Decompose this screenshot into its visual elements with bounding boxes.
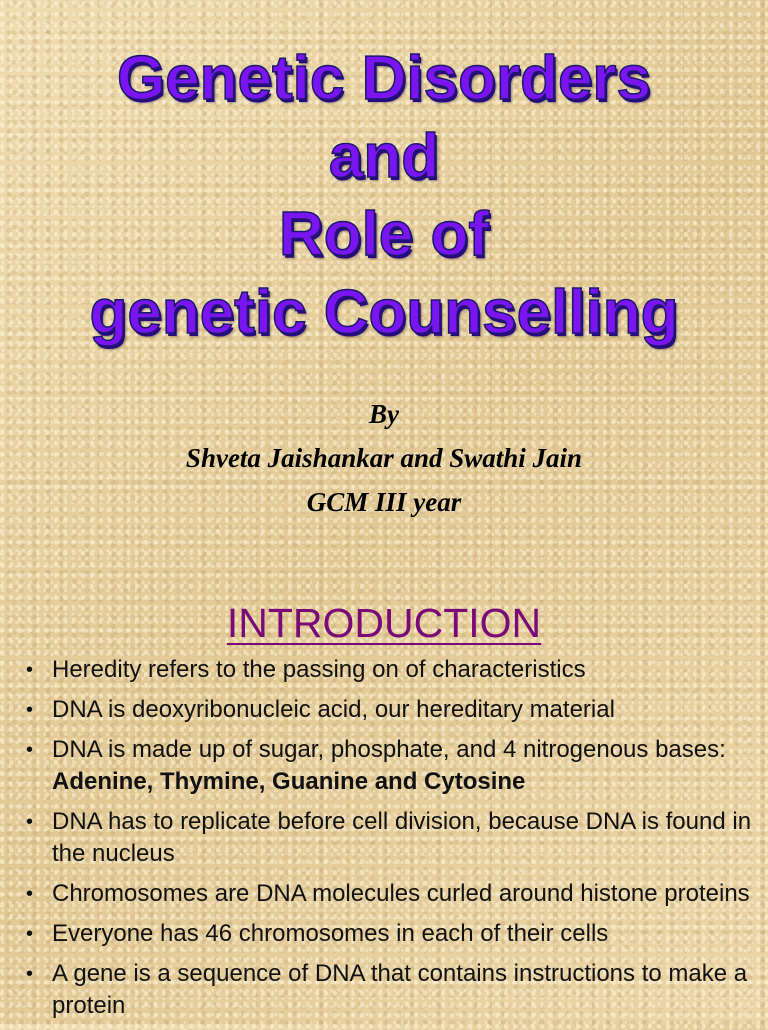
byline-authors: Shveta Jaishankar and Swathi Jain	[185, 443, 583, 473]
intro-heading-text: INTRODUCTION	[226, 600, 542, 646]
title-line-2: and	[328, 122, 440, 191]
bullet-text: Heredity refers to the passing on of characteristics	[52, 656, 586, 683]
bullet-list	[26, 654, 756, 1030]
bullet-icon: •	[26, 923, 34, 945]
list-item	[26, 878, 756, 910]
bases-list: Adenine, Thymine, Guanine and Cytosine	[52, 768, 526, 795]
list-item	[26, 806, 756, 870]
bullet-text: DNA is made up of sugar, phosphate, and 4 nitrogenous bases:	[52, 736, 726, 763]
title-line-4: genetic Counselling	[89, 278, 679, 347]
bullet-icon: •	[26, 883, 34, 905]
byline-by: By	[369, 399, 399, 429]
list-item	[26, 958, 756, 1022]
byline-course: GCM III year	[306, 487, 462, 517]
bullet-icon: •	[26, 963, 34, 985]
bullet-icon: •	[26, 739, 34, 761]
bullet-icon: •	[26, 659, 34, 681]
bullet-icon: •	[26, 811, 34, 833]
bullet-text: Everyone has 46 chromosomes in each of their cells	[52, 920, 609, 947]
list-item	[26, 654, 756, 686]
section-heading	[0, 600, 768, 647]
title-line-1: Genetic Disorders	[116, 44, 652, 113]
list-item	[26, 918, 756, 950]
title-line-3: Role of	[278, 200, 490, 269]
byline	[0, 392, 768, 524]
bullet-text: DNA has to replicate before cell division, because DNA is found in the nucleus	[52, 808, 752, 867]
bullet-text: A gene is a sequence of DNA that contains instructions to make a protein	[52, 960, 748, 1019]
bullet-text: Chromosomes are DNA molecules curled around histone proteins	[52, 880, 750, 907]
bullet-text: DNA is deoxyribonucleic acid, our hereditary material	[52, 696, 615, 723]
bullet-icon: •	[26, 699, 34, 721]
list-item	[26, 734, 756, 798]
list-item	[26, 694, 756, 726]
slide-title	[0, 40, 768, 352]
